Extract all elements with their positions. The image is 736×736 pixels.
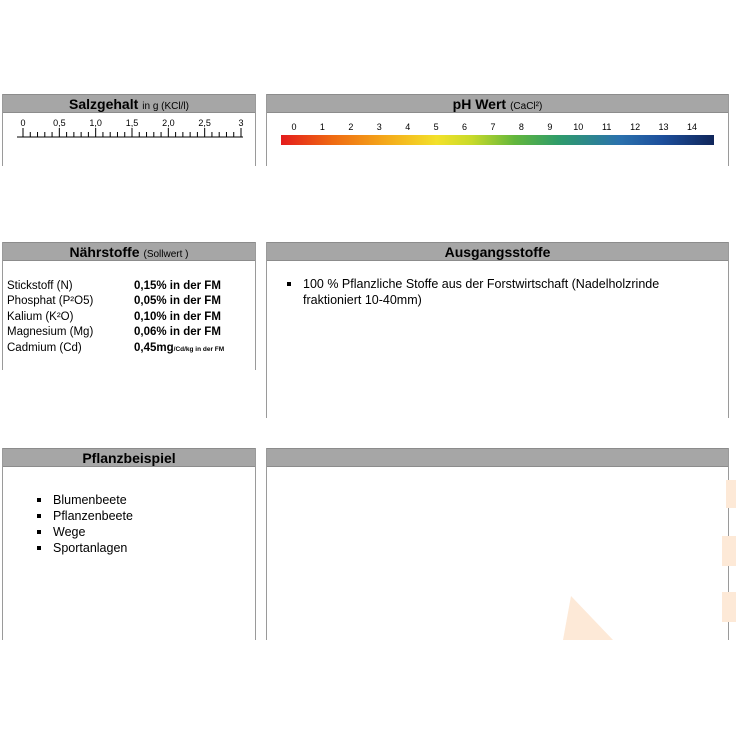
ph-label: 2 <box>348 122 354 132</box>
ph-label: 1 <box>319 122 325 132</box>
scale-tick-label: 2,0 <box>162 118 175 128</box>
ph-label: 10 <box>573 122 584 132</box>
nutrient-value <box>134 325 224 341</box>
salzgehalt-scale <box>3 113 255 165</box>
pflanzbeispiel-header <box>3 448 255 467</box>
scale-tick-label: 2,5 <box>198 118 211 128</box>
decorative-stripe <box>722 536 736 566</box>
scale-tick-label: 3 <box>238 118 244 128</box>
ph-label: 13 <box>658 122 669 132</box>
ausgangsstoffe-title: Ausgangsstoffe <box>444 243 551 260</box>
nutrient-value-text: 0,15% in der FM <box>134 279 221 292</box>
scale-tick-label: 0,5 <box>53 118 66 128</box>
nutrient-value <box>134 340 224 356</box>
ausgangsstoffe-header <box>267 242 728 261</box>
ph-label: 3 <box>376 122 382 132</box>
decorative-stripe <box>726 480 736 508</box>
nutrient-value-text: 0,45mg <box>134 341 174 354</box>
decorative-stripe <box>722 592 736 622</box>
nutrient-name: Phosphat (P²O5) <box>7 295 94 308</box>
ausgangsstoffe-list <box>303 276 713 308</box>
naehrstoffe-title: Nährstoffe <box>69 243 140 260</box>
naehrstoffe-header <box>3 242 255 261</box>
naehrstoffe-panel <box>2 242 256 370</box>
list-item: Sportanlagen <box>53 540 133 556</box>
empty-panel-header <box>267 448 728 467</box>
list-item: Wege <box>53 524 133 540</box>
decorative-shape <box>563 592 623 640</box>
ph-title: pH Wert <box>452 95 507 112</box>
salzgehalt-subtitle: in g (KCl/l) <box>142 100 189 112</box>
nutrient-value <box>134 309 224 325</box>
ph-label: 0 <box>291 122 297 132</box>
salzgehalt-title: Salzgehalt <box>69 95 139 112</box>
nutrient-value-text: 0,10% in der FM <box>134 310 221 323</box>
nutrient-value-text: 0,05% in der FM <box>134 295 221 308</box>
ph-label: 5 <box>433 122 439 132</box>
decorative-triangle <box>563 596 613 640</box>
ph-subtitle: (CaCl²) <box>510 100 543 112</box>
table-row <box>7 309 224 325</box>
pflanzbeispiel-panel <box>2 448 256 640</box>
ph-panel <box>266 94 729 166</box>
pflanzbeispiel-list <box>53 492 133 556</box>
ausgangsstoffe-panel <box>266 242 729 418</box>
nutrient-name: Cadmium (Cd) <box>7 341 82 354</box>
nutrient-name: Magnesium (Mg) <box>7 326 94 339</box>
ph-label: 8 <box>518 122 524 132</box>
ph-label: 4 <box>405 122 411 132</box>
nutrient-value <box>134 278 224 294</box>
ph-header <box>267 94 728 113</box>
table-row <box>7 294 224 310</box>
empty-panel <box>266 448 729 640</box>
pflanzbeispiel-title: Pflanzbeispiel <box>82 449 176 466</box>
ph-label: 6 <box>462 122 468 132</box>
naehrstoffe-table <box>7 278 224 356</box>
ph-color-bar <box>281 135 714 145</box>
table-row <box>7 340 224 356</box>
salzgehalt-header <box>3 94 255 113</box>
nutrient-value-unit: /Cd/kg in der FM <box>173 345 225 353</box>
list-item: Blumenbeete <box>53 492 133 508</box>
table-row <box>7 325 224 341</box>
nutrient-name: Stickstoff (N) <box>7 279 73 292</box>
list-item: 100 % Pflanzliche Stoffe aus der Forstwirtschaft (Nadelholzrinde fraktioniert 10-40mm) <box>303 276 713 308</box>
salzgehalt-panel <box>2 94 256 166</box>
ph-label: 9 <box>547 122 553 132</box>
nutrient-value <box>134 294 224 310</box>
ph-label: 12 <box>630 122 641 132</box>
ph-label: 7 <box>490 122 496 132</box>
list-item: Pflanzenbeete <box>53 509 133 523</box>
naehrstoffe-subtitle: (Sollwert ) <box>143 248 189 260</box>
ph-label: 11 <box>602 122 612 132</box>
nutrient-name: Kalium (K²O) <box>7 310 74 323</box>
table-row <box>7 278 224 294</box>
scale-tick-label: 1,5 <box>125 118 139 128</box>
scale-tick-label: 0 <box>20 118 26 128</box>
ph-label: 14 <box>686 122 698 132</box>
scale-tick-label: 1,0 <box>89 118 102 128</box>
nutrient-value-text: 0,06% in der FM <box>134 326 221 339</box>
ph-scale-labels <box>267 122 728 134</box>
